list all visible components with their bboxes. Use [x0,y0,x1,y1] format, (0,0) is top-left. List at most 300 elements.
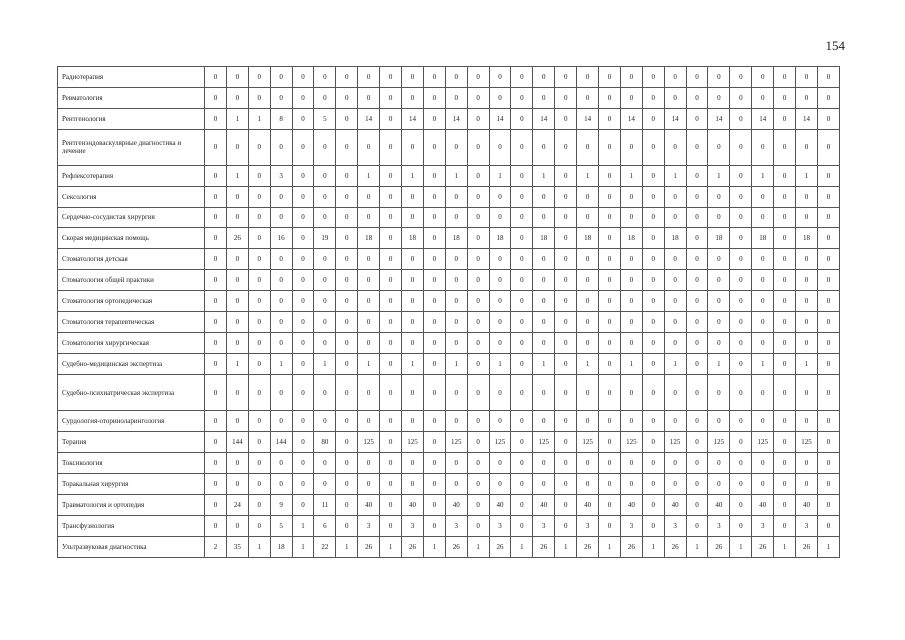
table-cell: 5 [270,515,292,536]
table-cell: 0 [205,333,227,354]
table-cell: 0 [708,249,730,270]
table-cell: 0 [380,129,402,165]
table-cell: 0 [445,186,467,207]
table-cell: 0 [752,473,774,494]
table-cell: 0 [423,207,445,228]
table-cell: 14 [752,108,774,129]
table-cell: 0 [686,375,708,411]
table-cell: 0 [686,228,708,249]
table-cell: 0 [620,270,642,291]
table-cell: 0 [708,333,730,354]
table-cell: 0 [599,129,621,165]
table-cell: 1 [533,165,555,186]
table-cell: 144 [226,431,248,452]
table-cell: 0 [664,333,686,354]
table-cell: 80 [314,431,336,452]
table-cell: 125 [489,431,511,452]
table-cell: 18 [796,228,818,249]
table-cell: 0 [730,207,752,228]
table-cell: 0 [336,515,358,536]
table-cell: 0 [292,354,314,375]
table-cell: 0 [248,410,270,431]
table-cell: 0 [489,87,511,108]
table-cell: 0 [423,186,445,207]
table-cell: 0 [664,207,686,228]
table-cell: 0 [270,207,292,228]
table-cell: 0 [358,473,380,494]
table-cell: 0 [467,129,489,165]
table-row [58,129,840,165]
table-cell: 0 [270,87,292,108]
table-cell: 0 [467,515,489,536]
table-cell: 0 [599,249,621,270]
table-cell: 0 [336,354,358,375]
table-cell: 0 [620,186,642,207]
table-cell: 0 [270,473,292,494]
table-cell: 0 [380,494,402,515]
table-cell: 0 [774,249,796,270]
table-cell: 0 [774,312,796,333]
table-cell: 0 [686,333,708,354]
table-cell: 0 [380,473,402,494]
table-cell: 0 [226,87,248,108]
table-cell: 0 [555,354,577,375]
table-cell: 0 [577,87,599,108]
table-cell: 0 [686,129,708,165]
table-cell: 40 [445,494,467,515]
table-cell: 0 [423,67,445,88]
table-cell: 0 [599,375,621,411]
table-cell: 0 [402,375,424,411]
table-cell: 0 [270,375,292,411]
table-cell: 0 [380,375,402,411]
table-cell: 0 [445,375,467,411]
table-cell: 26 [620,536,642,557]
table-cell: 0 [533,249,555,270]
table-cell: 0 [380,291,402,312]
table-cell: 26 [533,536,555,557]
table-cell: 1 [489,354,511,375]
table-cell: 0 [467,312,489,333]
table-cell: 0 [817,249,839,270]
table-cell: 0 [817,452,839,473]
table-row [58,431,840,452]
table-cell: 0 [489,67,511,88]
table-cell: 0 [423,312,445,333]
table-cell: 0 [336,410,358,431]
table-cell: 0 [730,129,752,165]
table-cell: 18 [270,536,292,557]
table-cell: 1 [599,536,621,557]
table-cell: 0 [248,228,270,249]
table-cell: 0 [817,494,839,515]
table-row [58,354,840,375]
table-cell: 18 [752,228,774,249]
table-cell: 0 [686,249,708,270]
table-cell: 125 [796,431,818,452]
table-cell: 0 [599,207,621,228]
table-cell: 24 [226,494,248,515]
table-cell: 0 [686,108,708,129]
table-cell: 0 [752,375,774,411]
table-row [58,410,840,431]
table-cell: 0 [686,312,708,333]
table-cell: 0 [226,333,248,354]
table-cell: 14 [620,108,642,129]
table-cell: 0 [730,270,752,291]
table-cell: 0 [336,207,358,228]
table-cell: 0 [511,431,533,452]
table-cell: 1 [817,536,839,557]
table-cell: 1 [402,354,424,375]
table-cell: 0 [467,473,489,494]
table-cell: 0 [205,87,227,108]
table-cell: 1 [358,165,380,186]
table-cell: 0 [599,108,621,129]
table-row [58,375,840,411]
table-cell: 0 [599,494,621,515]
table-cell: 0 [270,312,292,333]
table-cell: 0 [664,375,686,411]
table-cell: 0 [774,375,796,411]
table-cell: 0 [336,291,358,312]
table-cell: 0 [445,333,467,354]
table-cell: 0 [467,67,489,88]
table-cell: 0 [796,375,818,411]
table-cell: 1 [730,536,752,557]
table-cell: 0 [555,431,577,452]
table-cell: 0 [708,473,730,494]
table-cell: 0 [817,375,839,411]
table-cell: 0 [423,129,445,165]
table-cell: 0 [358,207,380,228]
table-cell: 0 [686,431,708,452]
table-cell: 3 [533,515,555,536]
table-cell: 3 [402,515,424,536]
table-cell: 0 [555,312,577,333]
table-cell: 3 [270,165,292,186]
table-cell: 0 [686,291,708,312]
table-cell: 0 [314,186,336,207]
row-label: Стоматология терапевтическая [58,312,205,333]
table-cell: 0 [817,354,839,375]
table-cell: 0 [511,108,533,129]
table-cell: 0 [402,129,424,165]
table-cell: 0 [796,67,818,88]
table-cell: 22 [314,536,336,557]
table-cell: 0 [577,333,599,354]
table-cell: 0 [730,87,752,108]
table-row [58,536,840,557]
table-cell: 0 [599,67,621,88]
table-cell: 0 [336,249,358,270]
row-label: Стоматология детская [58,249,205,270]
table-cell: 0 [205,354,227,375]
table-cell: 0 [752,186,774,207]
table-cell: 0 [730,165,752,186]
table-cell: 0 [533,270,555,291]
table-cell: 0 [445,129,467,165]
table-cell: 0 [774,354,796,375]
table-cell: 18 [620,228,642,249]
table-cell: 0 [620,67,642,88]
table-cell: 0 [358,270,380,291]
table-cell: 0 [445,473,467,494]
table-cell: 0 [292,87,314,108]
table-cell: 0 [752,333,774,354]
table-cell: 0 [467,354,489,375]
table-row [58,165,840,186]
table-cell: 0 [664,270,686,291]
table-cell: 0 [730,515,752,536]
table-cell: 1 [511,536,533,557]
table-cell: 0 [599,410,621,431]
table-cell: 0 [533,333,555,354]
row-label: Сердечно-сосудистая хирургия [58,207,205,228]
table-cell: 0 [358,87,380,108]
table-cell: 0 [730,67,752,88]
table-cell: 0 [642,228,664,249]
table-cell: 0 [489,410,511,431]
table-cell: 0 [620,452,642,473]
table-cell: 0 [358,291,380,312]
table-cell: 0 [642,291,664,312]
table-cell: 0 [686,165,708,186]
table-cell: 14 [664,108,686,129]
table-cell: 0 [270,291,292,312]
table-cell: 0 [730,473,752,494]
table-cell: 0 [292,186,314,207]
row-label: Стоматология хирургическая [58,333,205,354]
table-cell: 0 [642,87,664,108]
table-cell: 0 [511,186,533,207]
table-cell: 14 [358,108,380,129]
table-cell: 0 [292,165,314,186]
table-cell: 1 [664,165,686,186]
table-cell: 0 [686,270,708,291]
table-cell: 0 [248,333,270,354]
table-cell: 0 [248,515,270,536]
table-cell: 0 [467,108,489,129]
table-cell: 1 [620,354,642,375]
table-cell: 3 [358,515,380,536]
table-cell: 0 [511,410,533,431]
table-cell: 0 [226,452,248,473]
table-cell: 0 [642,375,664,411]
table-cell: 0 [533,186,555,207]
table-cell: 0 [248,67,270,88]
table-cell: 0 [774,270,796,291]
table-cell: 0 [511,515,533,536]
table-cell: 0 [599,452,621,473]
table-cell: 0 [248,354,270,375]
table-cell: 0 [270,186,292,207]
table-cell: 0 [445,410,467,431]
table-cell: 0 [664,249,686,270]
table-cell: 0 [467,291,489,312]
table-cell: 0 [358,67,380,88]
table-cell: 0 [555,333,577,354]
table-cell: 125 [577,431,599,452]
table-cell: 0 [577,452,599,473]
table-cell: 0 [796,333,818,354]
row-label: Травматология и ортопедия [58,494,205,515]
table-cell: 0 [774,333,796,354]
table-cell: 0 [774,228,796,249]
table-cell: 0 [752,129,774,165]
table-cell: 0 [555,515,577,536]
table-cell: 0 [642,473,664,494]
table-cell: 0 [577,375,599,411]
table-cell: 14 [489,108,511,129]
table-cell: 0 [577,249,599,270]
table-row [58,452,840,473]
table-cell: 18 [402,228,424,249]
table-cell: 0 [314,67,336,88]
table-cell: 0 [336,129,358,165]
table-cell: 0 [292,249,314,270]
table-cell: 0 [314,129,336,165]
table-cell: 0 [511,291,533,312]
table-cell: 1 [402,165,424,186]
table-cell: 3 [445,515,467,536]
table-cell: 0 [533,410,555,431]
table-cell: 0 [270,67,292,88]
table-cell: 0 [402,270,424,291]
table-cell: 1 [708,165,730,186]
table-cell: 0 [270,333,292,354]
table-cell: 0 [292,333,314,354]
table-cell: 0 [402,473,424,494]
table-cell: 14 [577,108,599,129]
table-cell: 0 [489,473,511,494]
table-cell: 0 [226,207,248,228]
table-cell: 0 [489,333,511,354]
table-cell: 1 [226,165,248,186]
table-cell: 0 [555,108,577,129]
table-cell: 1 [358,354,380,375]
table-row [58,249,840,270]
table-cell: 0 [555,165,577,186]
table-cell: 0 [664,312,686,333]
table-cell: 0 [730,452,752,473]
table-cell: 0 [817,207,839,228]
table-cell: 0 [248,291,270,312]
table-cell: 14 [445,108,467,129]
table-cell: 0 [270,249,292,270]
table-cell: 0 [730,431,752,452]
table-cell: 0 [817,87,839,108]
table-row [58,228,840,249]
table-cell: 0 [599,87,621,108]
table-cell: 0 [467,186,489,207]
table-cell: 0 [380,228,402,249]
table-cell: 0 [292,494,314,515]
table-cell: 0 [445,249,467,270]
table-cell: 0 [292,207,314,228]
table-cell: 18 [708,228,730,249]
table-cell: 0 [533,67,555,88]
table-cell: 0 [226,270,248,291]
table-cell: 0 [642,207,664,228]
table-cell: 0 [402,207,424,228]
table-cell: 0 [686,207,708,228]
table-cell: 0 [664,67,686,88]
table-cell: 0 [555,129,577,165]
table-cell: 0 [620,249,642,270]
row-label: Рентгенология [58,108,205,129]
table-cell: 0 [402,186,424,207]
table-cell: 0 [467,207,489,228]
table-cell: 0 [555,228,577,249]
table-cell: 0 [752,270,774,291]
table-cell: 0 [774,473,796,494]
table-cell: 1 [796,165,818,186]
table-cell: 0 [314,410,336,431]
table-cell: 0 [817,333,839,354]
table-cell: 0 [423,515,445,536]
table-cell: 0 [489,186,511,207]
table-cell: 0 [314,452,336,473]
table-cell: 0 [467,410,489,431]
table-cell: 0 [730,228,752,249]
table-cell: 0 [664,186,686,207]
table-cell: 0 [774,67,796,88]
table-cell: 144 [270,431,292,452]
table-cell: 0 [817,67,839,88]
table-cell: 0 [664,452,686,473]
row-label: Стоматология общей практики [58,270,205,291]
table-cell: 0 [336,312,358,333]
table-cell: 0 [336,108,358,129]
table-cell: 0 [642,410,664,431]
table-cell: 1 [226,354,248,375]
table-cell: 0 [402,67,424,88]
table-cell: 0 [314,333,336,354]
table-cell: 0 [664,87,686,108]
table-cell: 0 [511,452,533,473]
table-cell: 0 [796,270,818,291]
table-cell: 0 [423,291,445,312]
table-cell: 0 [620,333,642,354]
table-cell: 18 [577,228,599,249]
table-cell: 0 [686,354,708,375]
table-cell: 0 [402,333,424,354]
table-cell: 3 [796,515,818,536]
table-cell: 1 [708,354,730,375]
table-cell: 26 [664,536,686,557]
table-cell: 0 [774,494,796,515]
table-cell: 0 [708,410,730,431]
table-cell: 0 [489,312,511,333]
table-cell: 0 [620,473,642,494]
table-cell: 1 [248,536,270,557]
table-cell: 0 [577,410,599,431]
table-cell: 40 [708,494,730,515]
table-cell: 0 [796,410,818,431]
table-cell: 0 [774,291,796,312]
table-cell: 0 [708,67,730,88]
table-cell: 8 [270,108,292,129]
table-cell: 0 [226,129,248,165]
table-cell: 0 [248,375,270,411]
table-cell: 0 [226,473,248,494]
table-cell: 0 [314,207,336,228]
table-row [58,494,840,515]
table-cell: 0 [248,87,270,108]
table-cell: 0 [270,452,292,473]
table-cell: 0 [423,410,445,431]
